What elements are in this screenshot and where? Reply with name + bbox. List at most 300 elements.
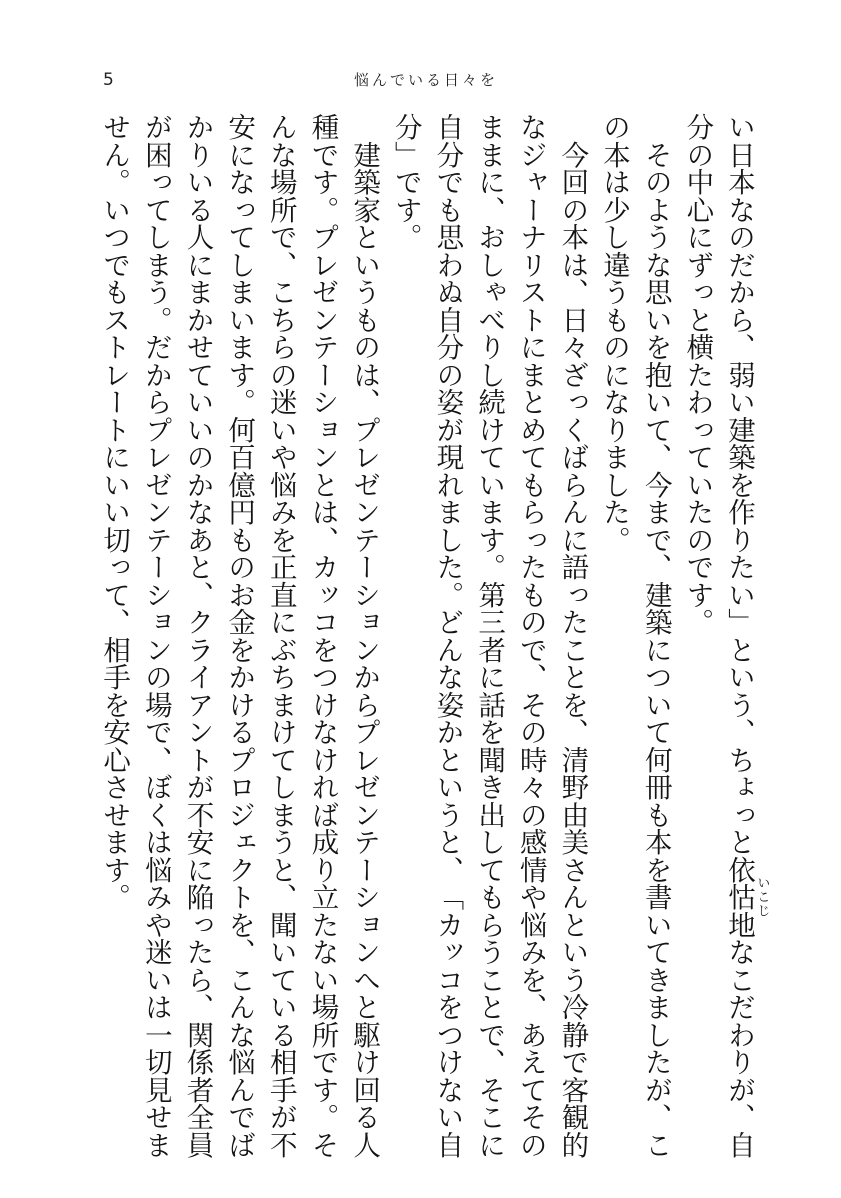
- character: 分: [681, 113, 714, 141]
- character: 、: [723, 1103, 755, 1131]
- text-column: [467, 113, 509, 1163]
- character: ゼ: [306, 278, 339, 306]
- character: か: [348, 663, 381, 691]
- character: に: [639, 635, 672, 663]
- character: そ: [514, 690, 547, 718]
- character: 建: [723, 415, 755, 443]
- character: い: [723, 388, 755, 416]
- character: 、: [181, 580, 214, 608]
- character: っ: [98, 553, 131, 581]
- character: 。: [306, 1103, 339, 1131]
- character: ゼ: [139, 470, 172, 498]
- character: 。: [598, 525, 631, 553]
- character: 正: [264, 553, 297, 581]
- character: 々: [514, 773, 547, 801]
- character: 依: [723, 855, 755, 883]
- character: で: [681, 553, 714, 581]
- character: り: [598, 415, 631, 443]
- character: の: [223, 553, 256, 581]
- character: 悩: [264, 470, 297, 498]
- character: し: [473, 360, 506, 388]
- character: ジ: [514, 140, 547, 168]
- character: 、: [264, 883, 297, 911]
- character: る: [264, 1020, 297, 1048]
- character: 円: [223, 498, 256, 526]
- body-text: [92, 113, 770, 1163]
- character: と: [723, 828, 755, 856]
- character: で: [639, 525, 672, 553]
- character: で: [473, 1020, 506, 1048]
- text-column: [426, 113, 468, 1163]
- character: わ: [681, 388, 714, 416]
- character: ぬ: [431, 278, 464, 306]
- character: ン: [181, 718, 214, 746]
- character: ま: [264, 690, 297, 718]
- character: 悩: [223, 1048, 256, 1076]
- character: 、: [514, 993, 547, 1021]
- character: 見: [139, 1075, 172, 1103]
- character: て: [639, 718, 672, 746]
- character: せ: [139, 1103, 172, 1131]
- character: 出: [473, 800, 506, 828]
- character: い: [98, 195, 131, 223]
- character: 客: [556, 1075, 589, 1103]
- character: 中: [681, 168, 714, 196]
- character: の: [514, 1130, 547, 1158]
- character: や: [264, 443, 297, 471]
- character: た: [639, 1048, 672, 1076]
- character: に: [223, 140, 256, 168]
- character: 情: [514, 855, 547, 883]
- character: も: [598, 305, 631, 333]
- character: で: [556, 1048, 589, 1076]
- character: ば: [306, 800, 339, 828]
- character: る: [181, 195, 214, 223]
- character: に: [473, 168, 506, 196]
- character: て: [681, 443, 714, 471]
- character: ョ: [139, 608, 172, 636]
- character: 手: [264, 1075, 297, 1103]
- character: シ: [348, 883, 381, 911]
- character: 者: [473, 635, 506, 663]
- character: け: [348, 1048, 381, 1076]
- character: っ: [181, 910, 214, 938]
- text-column: [551, 113, 593, 1163]
- character: の: [431, 360, 464, 388]
- character: い: [98, 470, 131, 498]
- character: ま: [223, 333, 256, 361]
- character: の: [514, 608, 547, 636]
- character: 迷: [139, 938, 172, 966]
- character: の: [598, 333, 631, 361]
- character: い: [639, 690, 672, 718]
- character: で: [139, 718, 172, 746]
- character: が: [431, 415, 464, 443]
- character: ョ: [348, 608, 381, 636]
- character: 日: [556, 305, 589, 333]
- character: 回: [348, 1075, 381, 1103]
- character: き: [473, 773, 506, 801]
- character: 場: [139, 690, 172, 718]
- character: 、: [473, 195, 506, 223]
- character: ー: [306, 360, 339, 388]
- character: て: [264, 745, 297, 773]
- character: ま: [264, 800, 297, 828]
- character: ト: [514, 305, 547, 333]
- character: 第: [473, 580, 506, 608]
- character: 者: [181, 1075, 214, 1103]
- character: つ: [431, 1020, 464, 1048]
- character: て: [514, 1075, 547, 1103]
- character: 本: [598, 140, 631, 168]
- character: う: [598, 278, 631, 306]
- character: 本: [723, 168, 755, 196]
- character: い: [223, 305, 256, 333]
- text-column: [134, 113, 176, 1163]
- character: て: [639, 938, 672, 966]
- character: ま: [639, 993, 672, 1021]
- character: と: [306, 470, 339, 498]
- character: 自: [431, 113, 464, 141]
- character: ん: [223, 1075, 256, 1103]
- character: ち: [723, 745, 755, 773]
- character: が: [181, 773, 214, 801]
- character: 、: [723, 333, 755, 361]
- character: ず: [681, 250, 714, 278]
- character: ぼ: [139, 773, 172, 801]
- character: 少: [598, 195, 631, 223]
- text-column: [342, 113, 384, 1163]
- character: れ: [431, 470, 464, 498]
- character: シ: [306, 388, 339, 416]
- character: い: [139, 965, 172, 993]
- character: コ: [306, 608, 339, 636]
- character: た: [431, 553, 464, 581]
- character: が: [139, 113, 172, 141]
- character: っ: [223, 195, 256, 223]
- character: の: [556, 195, 589, 223]
- character: っ: [556, 388, 589, 416]
- character: い: [348, 250, 381, 278]
- character: か: [181, 113, 214, 141]
- character: 。: [223, 388, 256, 416]
- character: 何: [639, 745, 672, 773]
- character: い: [723, 113, 755, 141]
- character: う: [473, 938, 506, 966]
- character: 、: [98, 608, 131, 636]
- character: レ: [139, 443, 172, 471]
- character: 分: [431, 333, 464, 361]
- character: 回: [556, 168, 589, 196]
- character: 。: [306, 195, 339, 223]
- character: に: [473, 663, 506, 691]
- character: ョ: [348, 910, 381, 938]
- character: あ: [181, 525, 214, 553]
- character: カ: [431, 910, 464, 938]
- character: い: [431, 773, 464, 801]
- character: 野: [556, 773, 589, 801]
- character: 。: [389, 223, 422, 251]
- character: か: [181, 470, 214, 498]
- character: い: [431, 1103, 464, 1131]
- character: と: [514, 388, 547, 416]
- character: 関: [181, 1020, 214, 1048]
- character: 不: [181, 800, 214, 828]
- character: 静: [556, 1020, 589, 1048]
- character: を: [98, 690, 131, 718]
- character: ど: [431, 608, 464, 636]
- character: 悩: [139, 855, 172, 883]
- character: ま: [473, 140, 506, 168]
- character: み: [514, 938, 547, 966]
- character: せ: [181, 333, 214, 361]
- character: 、: [556, 278, 589, 306]
- character: に: [556, 525, 589, 553]
- character: な: [723, 195, 755, 223]
- character: ー: [348, 553, 381, 581]
- character: な: [431, 1075, 464, 1103]
- character: 、: [306, 525, 339, 553]
- character: ま: [139, 250, 172, 278]
- character: て: [139, 195, 172, 223]
- character: い: [181, 415, 214, 443]
- character: 。: [431, 580, 464, 608]
- character: を: [639, 333, 672, 361]
- character: し: [139, 223, 172, 251]
- character: の: [681, 140, 714, 168]
- character: ば: [223, 1130, 256, 1158]
- character: 、: [639, 553, 672, 581]
- character: シ: [139, 580, 172, 608]
- character: な: [306, 938, 339, 966]
- character: 、: [639, 443, 672, 471]
- character: ち: [264, 305, 297, 333]
- character: 百: [223, 443, 256, 471]
- character: を: [264, 525, 297, 553]
- character: 駆: [348, 1020, 381, 1048]
- character: っ: [139, 168, 172, 196]
- character: ー: [139, 553, 172, 581]
- character: の: [639, 168, 672, 196]
- character: ン: [306, 305, 339, 333]
- character: だ: [723, 250, 755, 278]
- character: い: [681, 470, 714, 498]
- character: っ: [681, 415, 714, 443]
- character: 築: [639, 608, 672, 636]
- character: 場: [264, 168, 297, 196]
- text-column: [176, 113, 218, 1163]
- character: と: [723, 635, 755, 663]
- character: と: [348, 223, 381, 251]
- character: ら: [181, 965, 214, 993]
- character: 「: [431, 883, 464, 911]
- character: 自: [431, 1130, 464, 1158]
- character: ぶ: [264, 635, 297, 663]
- character: 心: [681, 195, 714, 223]
- character: し: [431, 525, 464, 553]
- character: り: [181, 140, 214, 168]
- character: さ: [98, 773, 131, 801]
- character: 作: [723, 498, 755, 526]
- character: 、: [348, 388, 381, 416]
- character: 築: [348, 168, 381, 196]
- character: い: [639, 910, 672, 938]
- character: の: [181, 443, 214, 471]
- character: の: [514, 718, 547, 746]
- text-column: [509, 113, 551, 1163]
- character: ト: [181, 745, 214, 773]
- character: と: [681, 305, 714, 333]
- character: 地: [723, 910, 755, 938]
- character: を: [473, 718, 506, 746]
- character: 陥: [181, 883, 214, 911]
- character: 続: [473, 388, 506, 416]
- character: や: [139, 910, 172, 938]
- character: べ: [473, 305, 506, 333]
- character: て: [98, 580, 131, 608]
- character: 時: [514, 745, 547, 773]
- character: が: [723, 1075, 755, 1103]
- character: を: [223, 910, 256, 938]
- character: ら: [514, 498, 547, 526]
- character: で: [431, 168, 464, 196]
- character: 冷: [556, 993, 589, 1021]
- character: こ: [473, 965, 506, 993]
- character: だ: [723, 993, 755, 1021]
- character: う: [431, 800, 464, 828]
- character: で: [306, 140, 339, 168]
- character: 相: [264, 1048, 297, 1076]
- character: け: [223, 690, 256, 718]
- character: で: [223, 1103, 256, 1131]
- character: 係: [181, 1048, 214, 1076]
- character: り: [306, 855, 339, 883]
- character: ラ: [181, 635, 214, 663]
- character: の: [681, 525, 714, 553]
- character: 築: [723, 443, 755, 471]
- character: こ: [223, 965, 256, 993]
- character: ト: [98, 333, 131, 361]
- character: そ: [306, 1130, 339, 1158]
- character: も: [514, 580, 547, 608]
- character: ざ: [556, 360, 589, 388]
- character: た: [514, 553, 547, 581]
- character: 安: [98, 718, 131, 746]
- character: を: [306, 635, 339, 663]
- character: シ: [348, 580, 381, 608]
- text-column: [217, 113, 259, 1163]
- character: と: [181, 553, 214, 581]
- character: ン: [139, 635, 172, 663]
- character: ロ: [223, 773, 256, 801]
- character: 不: [264, 1130, 297, 1158]
- character: う: [723, 690, 755, 718]
- character: は: [556, 250, 589, 278]
- character: か: [139, 360, 172, 388]
- character: 、: [473, 1048, 506, 1076]
- character: に: [98, 443, 131, 471]
- character: け: [306, 690, 339, 718]
- character: 話: [473, 690, 506, 718]
- character: 直: [264, 580, 297, 608]
- character: 、: [264, 250, 297, 278]
- character: し: [264, 773, 297, 801]
- character: レ: [98, 360, 131, 388]
- character: 。: [98, 168, 131, 196]
- character: す: [98, 855, 131, 883]
- character: [634, 113, 676, 141]
- character: や: [514, 883, 547, 911]
- character: 聞: [473, 745, 506, 773]
- character: プ: [348, 718, 381, 746]
- character: 成: [306, 828, 339, 856]
- character: と: [264, 855, 297, 883]
- character: は: [139, 828, 172, 856]
- character: く: [556, 415, 589, 443]
- character: 。: [98, 883, 131, 911]
- character: 分: [431, 140, 464, 168]
- character: に: [514, 333, 547, 361]
- character: た: [681, 498, 714, 526]
- character: ん: [223, 993, 256, 1021]
- character: も: [473, 883, 506, 911]
- character: ら: [723, 305, 755, 333]
- character: に: [598, 360, 631, 388]
- character: て: [473, 443, 506, 471]
- character: 今: [639, 470, 672, 498]
- character: 建: [639, 580, 672, 608]
- character: て: [181, 360, 214, 388]
- character: な: [514, 113, 547, 141]
- character: テ: [306, 333, 339, 361]
- character: ん: [556, 498, 589, 526]
- character: 、: [556, 718, 589, 746]
- character: ン: [348, 498, 381, 526]
- character: に: [264, 608, 297, 636]
- character: い: [181, 388, 214, 416]
- character: か: [223, 663, 256, 691]
- character: ら: [139, 388, 172, 416]
- character: ま: [431, 498, 464, 526]
- character: テ: [139, 525, 172, 553]
- character: 観: [556, 1103, 589, 1131]
- character: た: [556, 608, 589, 636]
- character: き: [639, 965, 672, 993]
- character: い: [556, 938, 589, 966]
- character: な: [723, 938, 755, 966]
- character: 由: [556, 800, 589, 828]
- character: ら: [348, 690, 381, 718]
- character: て: [264, 965, 297, 993]
- character: リ: [514, 250, 547, 278]
- character: し: [598, 223, 631, 251]
- character: で: [264, 223, 297, 251]
- character: ッ: [306, 580, 339, 608]
- character: み: [264, 498, 297, 526]
- character: を: [556, 690, 589, 718]
- character: ょ: [723, 773, 755, 801]
- character: ら: [264, 333, 297, 361]
- character: た: [723, 553, 755, 581]
- character: た: [598, 498, 631, 526]
- character: レ: [348, 443, 381, 471]
- character: な: [431, 663, 464, 691]
- character: 建: [348, 140, 381, 168]
- character: 、: [723, 718, 755, 746]
- character: ー: [514, 195, 547, 223]
- character: 、: [514, 663, 547, 691]
- character: は: [348, 360, 381, 388]
